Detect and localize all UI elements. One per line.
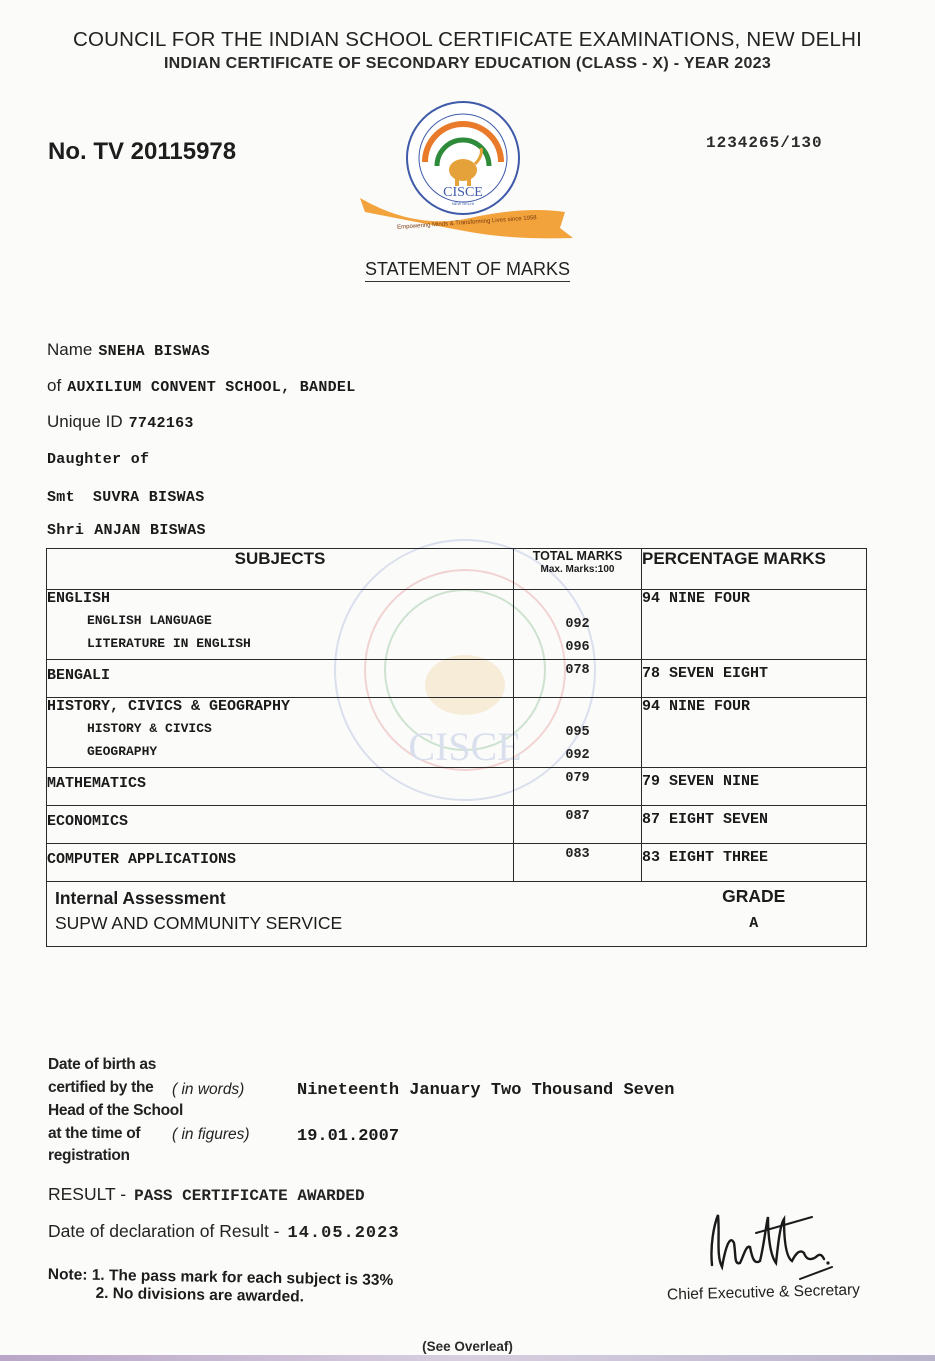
father-name: ANJAN BISWAS xyxy=(94,522,206,539)
subject-name: ECONOMICS xyxy=(47,806,514,844)
exam-title: INDIAN CERTIFICATE OF SECONDARY EDUCATION (CLASS - X) - YEAR 2023 xyxy=(163,55,772,72)
note-item: 2. No divisions are awarded. xyxy=(95,1284,305,1306)
subject-component: HISTORY & CIVICS xyxy=(87,721,212,736)
subject-component: LITERATURE IN ENGLISH xyxy=(87,636,251,651)
component-marks: 092 xyxy=(565,748,590,763)
component-marks: 096 xyxy=(565,640,590,655)
school-label: of xyxy=(47,376,62,395)
percentage-marks: 78 SEVEN EIGHT xyxy=(642,660,867,698)
candidate-name: SNEHA BISWAS xyxy=(98,343,210,360)
table-row xyxy=(47,844,867,882)
signatory-title: Chief Executive & Secretary xyxy=(666,1281,861,1304)
result-line xyxy=(48,1184,365,1205)
reference-number: 1234265/130 xyxy=(706,134,823,152)
percentage-header: PERCENTAGE MARKS xyxy=(642,549,867,590)
subject-marks: 083 xyxy=(514,844,642,882)
table-row xyxy=(47,806,867,844)
percentage-marks: 83 EIGHT THREE xyxy=(642,844,867,882)
subject-name: COMPUTER APPLICATIONS xyxy=(47,844,514,882)
dob-label-line: Head of the School xyxy=(48,1102,183,1119)
relation-label: Daughter of xyxy=(47,451,150,468)
document-title: STATEMENT OF MARKS xyxy=(0,259,935,280)
see-overleaf-note: (See Overleaf) xyxy=(422,1339,513,1354)
marks-table xyxy=(46,548,867,947)
mother-label: Smt xyxy=(47,489,75,506)
dob-label-line: certified by the xyxy=(48,1079,154,1096)
table-row xyxy=(47,660,867,698)
table-row xyxy=(47,768,867,806)
percentage-marks: 87 EIGHT SEVEN xyxy=(642,806,867,844)
dob-words-hint: ( in words) xyxy=(172,1081,245,1098)
mother-name: SUVRA BISWAS xyxy=(92,489,205,506)
uid-line xyxy=(47,412,194,432)
subject-name: BENGALI xyxy=(47,660,514,698)
council-title: COUNCIL FOR THE INDIAN SCHOOL CERTIFICATE EXAMINATIONS, NEW DELHI xyxy=(72,28,863,51)
internal-assessment-label: Internal Assessment xyxy=(55,888,226,908)
note-item: 1. The pass mark for each subject is 33% xyxy=(91,1266,394,1290)
notes xyxy=(47,1266,393,1308)
father-label: Shri xyxy=(47,522,85,539)
dob-in-words: Nineteenth January Two Thousand Seven xyxy=(297,1081,675,1100)
certificate-number: No. TV 20115978 xyxy=(48,138,237,165)
max-marks-label: Max. Marks:100 xyxy=(540,564,615,575)
candidate-name-line xyxy=(47,340,210,360)
subject-marks: 087 xyxy=(514,806,642,844)
subject-name: HISTORY, CIVICS & GEOGRAPHY xyxy=(47,698,291,715)
svg-text:CISCE: CISCE xyxy=(408,724,522,769)
dob-label-line: registration xyxy=(48,1147,130,1164)
note-label: Note: xyxy=(47,1266,88,1284)
subjects-header: SUBJECTS xyxy=(47,549,514,590)
percentage-marks: 79 SEVEN NINE xyxy=(642,768,867,806)
result-value: PASS CERTIFICATE AWARDED xyxy=(134,1187,365,1205)
dob-in-figures: 19.01.2007 xyxy=(297,1127,400,1146)
table-header-row xyxy=(47,549,867,590)
father-line xyxy=(47,521,206,539)
logo-name: CISCE xyxy=(443,185,483,200)
total-marks-header: TOTAL MARKS Max. Marks:100 xyxy=(514,549,642,590)
mother-line xyxy=(47,488,205,506)
grade-label: GRADE xyxy=(722,886,786,906)
logo-city: NEW DELHI xyxy=(451,201,475,206)
dob-label-line: Date of birth as xyxy=(48,1056,157,1073)
subject-marks: 078 xyxy=(514,660,642,698)
declaration-line xyxy=(48,1221,400,1243)
subject-name: MATHEMATICS xyxy=(47,768,514,806)
declaration-label: Date of declaration of Result - xyxy=(48,1221,280,1241)
page-edge xyxy=(0,1355,935,1361)
school-line xyxy=(47,376,356,396)
dob-label-line: at the time of xyxy=(48,1125,141,1142)
name-label: Name xyxy=(47,340,93,359)
dob-figures-hint: ( in figures) xyxy=(172,1126,250,1143)
grade-value: A xyxy=(749,915,759,932)
uid-label: Unique ID xyxy=(47,412,123,431)
unique-id: 7742163 xyxy=(128,415,194,432)
percentage-marks: 94 NINE FOUR xyxy=(642,698,867,768)
subject-component: GEOGRAPHY xyxy=(87,744,158,759)
percentage-marks: 94 NINE FOUR xyxy=(642,590,867,660)
table-row xyxy=(47,698,867,768)
subject-marks: 079 xyxy=(514,768,642,806)
cisce-emblem-icon xyxy=(355,100,580,248)
result-label: RESULT - xyxy=(48,1184,127,1204)
internal-assessment-row xyxy=(47,882,867,947)
school-name: AUXILIUM CONVENT SCHOOL, BANDEL xyxy=(67,379,356,396)
relation-line xyxy=(47,450,149,468)
internal-assessment-item: SUPW AND COMMUNITY SERVICE xyxy=(55,913,343,933)
subject-name: ENGLISH xyxy=(47,590,111,607)
component-marks: 095 xyxy=(565,725,590,740)
table-row xyxy=(47,590,867,660)
logo-ribbon-text: Empowering Minds & Transforming Lives since 1958 xyxy=(397,215,537,231)
subject-component: ENGLISH LANGUAGE xyxy=(87,613,212,628)
component-marks: 092 xyxy=(565,617,590,632)
declaration-date: 14.05.2023 xyxy=(287,1224,400,1243)
signature-icon xyxy=(700,1205,840,1285)
